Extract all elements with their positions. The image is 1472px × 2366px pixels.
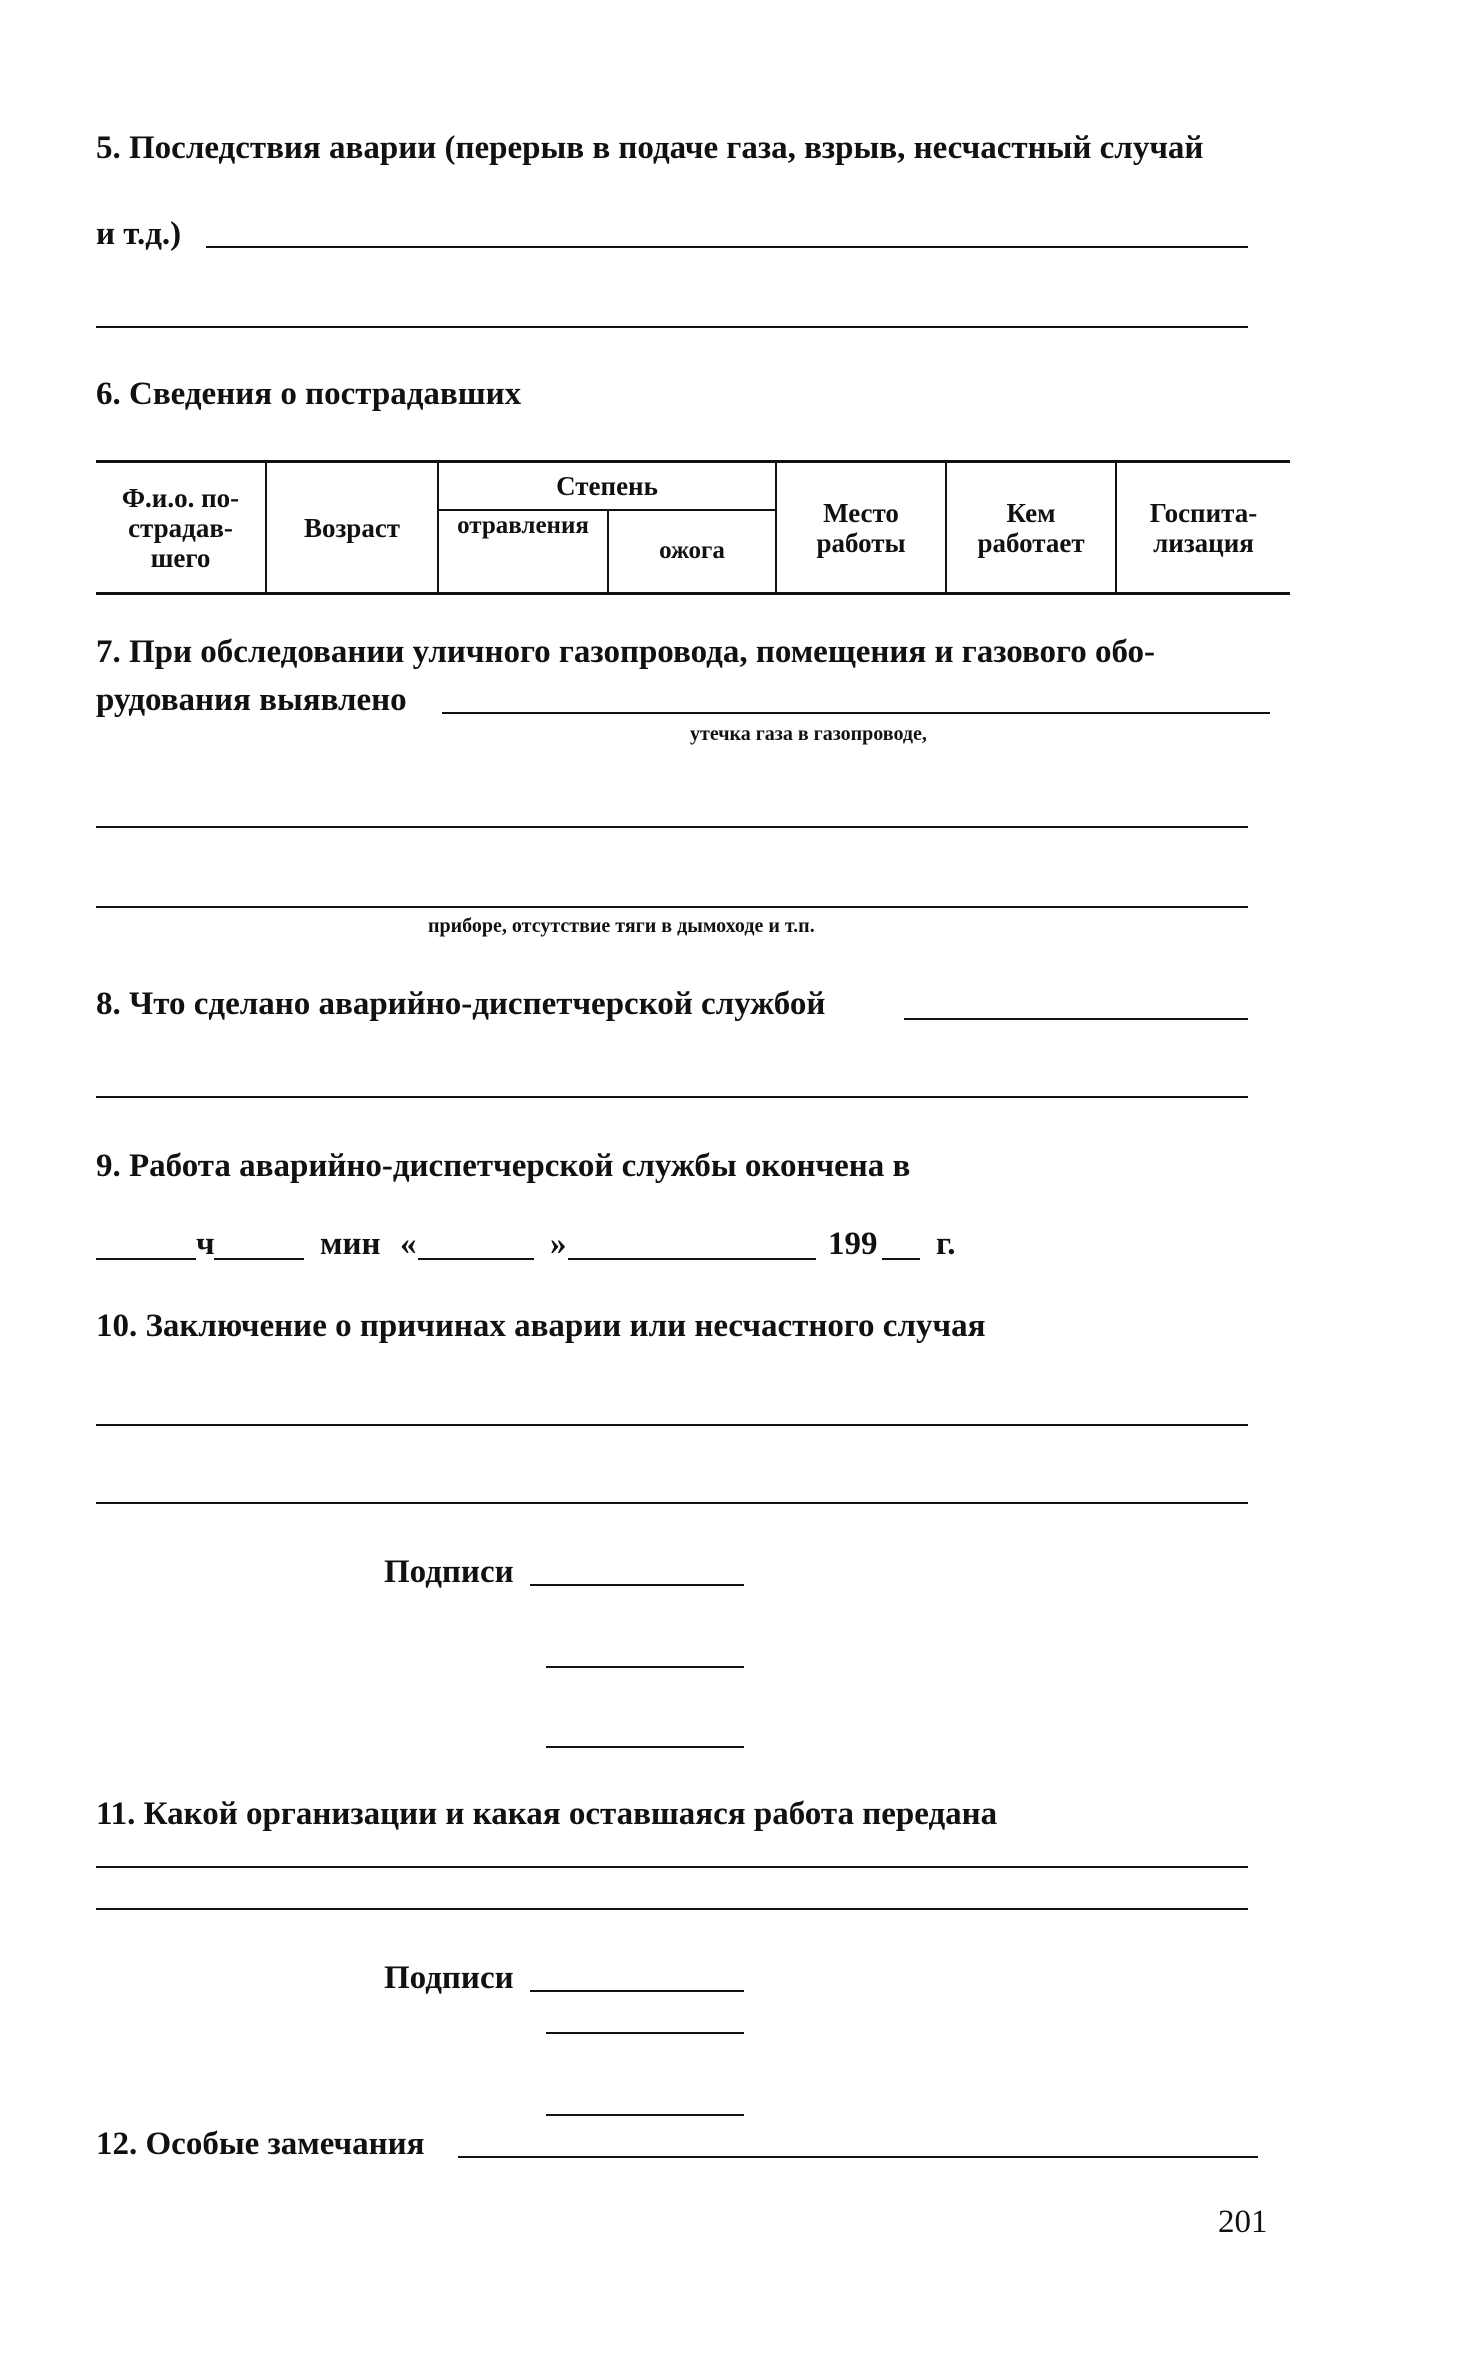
item12-fill-line[interactable] (458, 2156, 1258, 2158)
item5-line1: 5. Последствия аварии (перерыв в подаче газа, взрыв, несчастный случай (96, 130, 1204, 166)
item11-signatures-label: Подписи (384, 1960, 514, 1996)
item6-title: 6. Сведения о пострадавших (96, 376, 522, 412)
col-header-name: Ф.и.о. по-страдав-шего (96, 462, 266, 594)
col-header-hospital: Госпита-лизация (1116, 462, 1290, 594)
item7-hint-2: приборе, отсутствие тяги в дымоходе и т.п. (428, 915, 815, 937)
item11-fill-line-2[interactable] (96, 1908, 1248, 1910)
item10-signature-line-1[interactable] (530, 1584, 744, 1586)
item9-year-field[interactable] (882, 1258, 920, 1260)
item11-signature-line-2[interactable] (546, 2032, 744, 2034)
item7-fill-line-2[interactable] (96, 826, 1248, 828)
item9-hours-field[interactable] (96, 1258, 196, 1260)
item7-line2: рудования выявлено (96, 682, 407, 718)
item11-signature-line-3[interactable] (546, 2114, 744, 2116)
item9-label: 9. Работа аварийно-диспетчерской службы окончена в (96, 1148, 911, 1184)
item10-signatures-label: Подписи (384, 1554, 514, 1590)
item5-fill-line-2[interactable] (96, 326, 1248, 328)
col-header-poisoning: отравления (438, 510, 608, 594)
item9-hours-unit: ч (196, 1226, 215, 1262)
item7-fill-line-1[interactable] (442, 712, 1270, 714)
item9-minutes-unit: мин (320, 1226, 381, 1262)
casualties-table (96, 460, 1290, 595)
item9-year-suffix: г. (936, 1226, 956, 1262)
col-header-burn: ожога (608, 510, 776, 594)
item7-hint-1: утечка газа в газопроводе, (690, 723, 927, 745)
item9-quote-open: « (400, 1226, 417, 1262)
item9-year-prefix: 199 (828, 1226, 878, 1262)
col-header-job: Кем работает (946, 462, 1116, 594)
col-header-age: Возраст (266, 462, 438, 594)
item10-signature-line-2[interactable] (546, 1666, 744, 1668)
item5-line2: и т.д.) (96, 216, 182, 252)
col-header-degree: Степень (438, 462, 776, 510)
item11-signature-line-1[interactable] (530, 1990, 744, 1992)
item9-minutes-field[interactable] (214, 1258, 304, 1260)
item10-label: 10. Заключение о причинах аварии или несчастного случая (96, 1308, 986, 1344)
item7-fill-line-3[interactable] (96, 906, 1248, 908)
col-header-workplace: Место работы (776, 462, 946, 594)
item8-label: 8. Что сделано аварийно-диспетчерской службой (96, 986, 826, 1022)
item10-signature-line-3[interactable] (546, 1746, 744, 1748)
item5-fill-line-1[interactable] (206, 246, 1248, 248)
item9-quote-close: » (550, 1226, 567, 1262)
item9-day-field[interactable] (418, 1258, 534, 1260)
item8-fill-line-2[interactable] (96, 1096, 1248, 1098)
page-number: 201 (1218, 2204, 1268, 2240)
item7-line1: 7. При обследовании уличного газопровода, помещения и газового обо- (96, 634, 1156, 670)
item8-fill-line-1[interactable] (904, 1018, 1248, 1020)
item10-fill-line-2[interactable] (96, 1502, 1248, 1504)
item12-label: 12. Особые замечания (96, 2126, 425, 2162)
item9-month-field[interactable] (568, 1258, 816, 1260)
item11-label: 11. Какой организации и какая оставшаяся работа передана (96, 1796, 998, 1832)
item11-fill-line-1[interactable] (96, 1866, 1248, 1868)
item10-fill-line-1[interactable] (96, 1424, 1248, 1426)
